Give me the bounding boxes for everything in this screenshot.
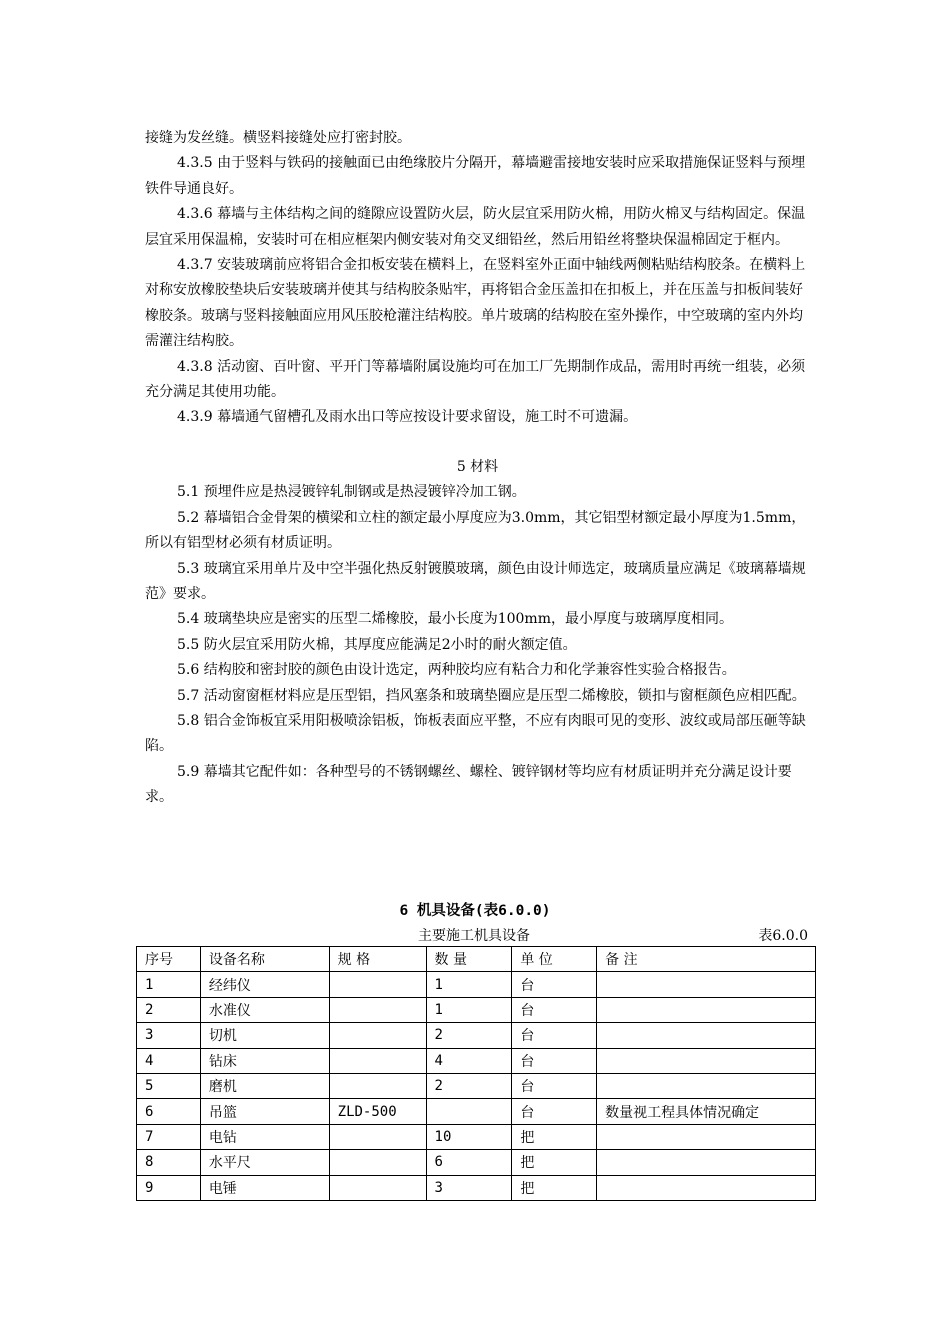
paragraph-5-3: 5.3 玻璃宜采用单片及中空半强化热反射镀膜玻璃，颜色由设计师选定，玻璃质量应满足《玻璃幕墙规范》要求。	[145, 560, 806, 602]
table-cell: 3	[137, 1023, 201, 1048]
table-header-row	[137, 947, 816, 972]
table-cell	[329, 1175, 426, 1200]
table-cell: 4	[426, 1048, 512, 1073]
paragraph-4-3-6: 4.3.6 幕墙与主体结构之间的缝隙应设置防火层，防火层宜采用防火棉，用防火棉叉与结构固定。保温层宜采用保温棉，安装时可在相应框架内侧安装对角交叉细铅丝，然后用铅丝将整块保温棉固定于框内。	[145, 206, 806, 248]
table-cell: 经纬仪	[200, 972, 329, 997]
paragraph-5-8: 5.8 铝合金饰板宜采用阳极喷涂铝板，饰板表面应平整，不应有肉眼可见的变形、波纹或局部压砸等缺陷。	[145, 712, 806, 755]
table-number: 表6.0.0	[758, 928, 808, 944]
table-cell	[597, 972, 816, 997]
table-cell	[597, 1175, 816, 1200]
table-row	[137, 1023, 816, 1048]
table-cell	[597, 1023, 816, 1048]
header-cell: 序号	[137, 947, 201, 972]
table-caption-row	[136, 925, 808, 947]
table-cell: 1	[426, 997, 512, 1022]
table-cell	[426, 1099, 512, 1124]
table-cell: 水准仪	[200, 997, 329, 1022]
paragraph-5-2: 5.2 幕墙铝合金骨架的横梁和立柱的额定最小厚度应为3.0mm，其它铝型材额定最小厚度为1.5mm，所以有铝型材必须有材质证明。	[145, 509, 806, 552]
paragraph-5-9: 5.9 幕墙其它配件如：各种型号的不锈钢螺丝、螺栓、镀锌钢材等均应有材质证明并充分满足设计要求。	[145, 763, 792, 806]
table-cell: 电钻	[200, 1124, 329, 1149]
table-cell	[329, 1073, 426, 1098]
table-cell: 3	[426, 1175, 512, 1200]
paragraph-4-3-5: 4.3.5 由于竖料与铁码的接触面已由绝缘胶片分隔开，幕墙避雷接地安装时应采取措施保证竖料与预埋铁件导通良好。	[145, 155, 806, 197]
header-cell: 设备名称	[200, 947, 329, 972]
table-cell	[329, 1023, 426, 1048]
header-cell: 备 注	[597, 947, 816, 972]
paragraph-4-3-8: 4.3.8 活动窗、百叶窗、平开门等幕墙附属设施均可在加工厂先期制作成品，需用时再统一组装，必须充分满足其使用功能。	[145, 358, 806, 401]
table-cell: 5	[137, 1073, 201, 1098]
table-caption: 主要施工机具设备	[418, 928, 530, 944]
table-cell: 切机	[200, 1023, 329, 1048]
section-6-title: 6 机具设备(表6.0.0)	[399, 903, 551, 919]
table-cell: 数量视工程具体情况确定	[597, 1099, 816, 1124]
table-cell: 把	[512, 1175, 597, 1200]
table-cell: 水平尺	[200, 1150, 329, 1175]
table-cell: 2	[426, 1023, 512, 1048]
table-row	[137, 1073, 816, 1098]
table-cell: 6	[426, 1150, 512, 1175]
table-cell: 10	[426, 1124, 512, 1149]
table-cell: 8	[137, 1150, 201, 1175]
table-cell: 磨机	[200, 1073, 329, 1098]
table-cell	[329, 1150, 426, 1175]
paragraph-5-1: 5.1 预埋件应是热浸镀锌轧制钢或是热浸镀锌冷加工钢。	[177, 484, 526, 501]
section-4-3-text	[145, 126, 810, 811]
paragraph-5-4: 5.4 玻璃垫块应是密实的压型二烯橡胶，最小长度为100mm，最小厚度与玻璃厚度相同。	[177, 611, 733, 628]
paragraph: 接缝为发丝缝。横竖料接缝处应打密封胶。	[145, 130, 411, 146]
table-cell	[329, 972, 426, 997]
table-cell	[597, 1150, 816, 1175]
table-cell: 电锤	[200, 1175, 329, 1200]
table-cell: 9	[137, 1175, 201, 1200]
table-cell: 1	[137, 972, 201, 997]
table-cell: 2	[137, 997, 201, 1022]
table-cell: 钻床	[200, 1048, 329, 1073]
table-cell: 台	[512, 1048, 597, 1073]
table-row	[137, 1175, 816, 1200]
table-row	[137, 997, 816, 1022]
paragraph-5-7: 5.7 活动窗窗框材料应是压型铝，挡风塞条和玻璃垫圈应是压型二烯橡胶，锁扣与窗框颜色应相匹配。	[177, 687, 806, 704]
table-row	[137, 972, 816, 997]
paragraph-5-5: 5.5 防火层宜采用防火棉，其厚度应能满足2小时的耐火额定值。	[177, 636, 577, 653]
table-cell: 6	[137, 1099, 201, 1124]
table-cell	[329, 1048, 426, 1073]
table-cell: 7	[137, 1124, 201, 1149]
table-cell	[597, 997, 816, 1022]
table-cell: 台	[512, 1099, 597, 1124]
table-cell	[597, 1048, 816, 1073]
paragraph-5-6: 5.6 结构胶和密封胶的颜色由设计选定，两种胶均应有粘合力和化学兼容性实验合格报告。	[177, 662, 736, 679]
table-cell: 把	[512, 1124, 597, 1149]
table-cell: 1	[426, 972, 512, 997]
table-cell: 把	[512, 1150, 597, 1175]
header-cell: 规 格	[329, 947, 426, 972]
section-5-title: 5 材料	[456, 458, 499, 475]
table-cell: 台	[512, 1023, 597, 1048]
table-cell	[597, 1124, 816, 1149]
paragraph-4-3-9: 4.3.9 幕墙通气留槽孔及雨水出口等应按设计要求留设，施工时不可遗漏。	[177, 409, 638, 426]
table-cell: ZLD-500	[329, 1099, 426, 1124]
table-cell	[329, 1124, 426, 1149]
header-cell: 单 位	[512, 947, 597, 972]
table-cell: 台	[512, 1073, 597, 1098]
table-row	[137, 1150, 816, 1175]
table-cell: 2	[426, 1073, 512, 1098]
table-row	[137, 1124, 816, 1149]
paragraph-4-3-7: 4.3.7 安装玻璃前应将铝合金扣板安装在横料上，在竖料室外正面中轴线两侧粘贴结构胶条。在横料上对称安放橡胶垫块后安装玻璃并使其与结构胶条贴牢，再将铝合金压盖扣在扣板上，并在压盖与扣板间装好橡胶条。玻璃与竖料接触面应用风压胶枪灌注结构胶。单片玻璃的结构胶在室外操作，中空玻璃的室内外均需灌注结构胶。	[145, 257, 806, 350]
table-cell: 台	[512, 972, 597, 997]
table-cell	[329, 997, 426, 1022]
header-cell: 数 量	[426, 947, 512, 972]
table-cell: 台	[512, 997, 597, 1022]
table-row	[137, 1048, 816, 1073]
table-cell: 吊篮	[200, 1099, 329, 1124]
table-cell: 4	[137, 1048, 201, 1073]
equipment-table	[136, 946, 816, 1201]
table-row	[137, 1099, 816, 1124]
table-cell	[597, 1073, 816, 1098]
